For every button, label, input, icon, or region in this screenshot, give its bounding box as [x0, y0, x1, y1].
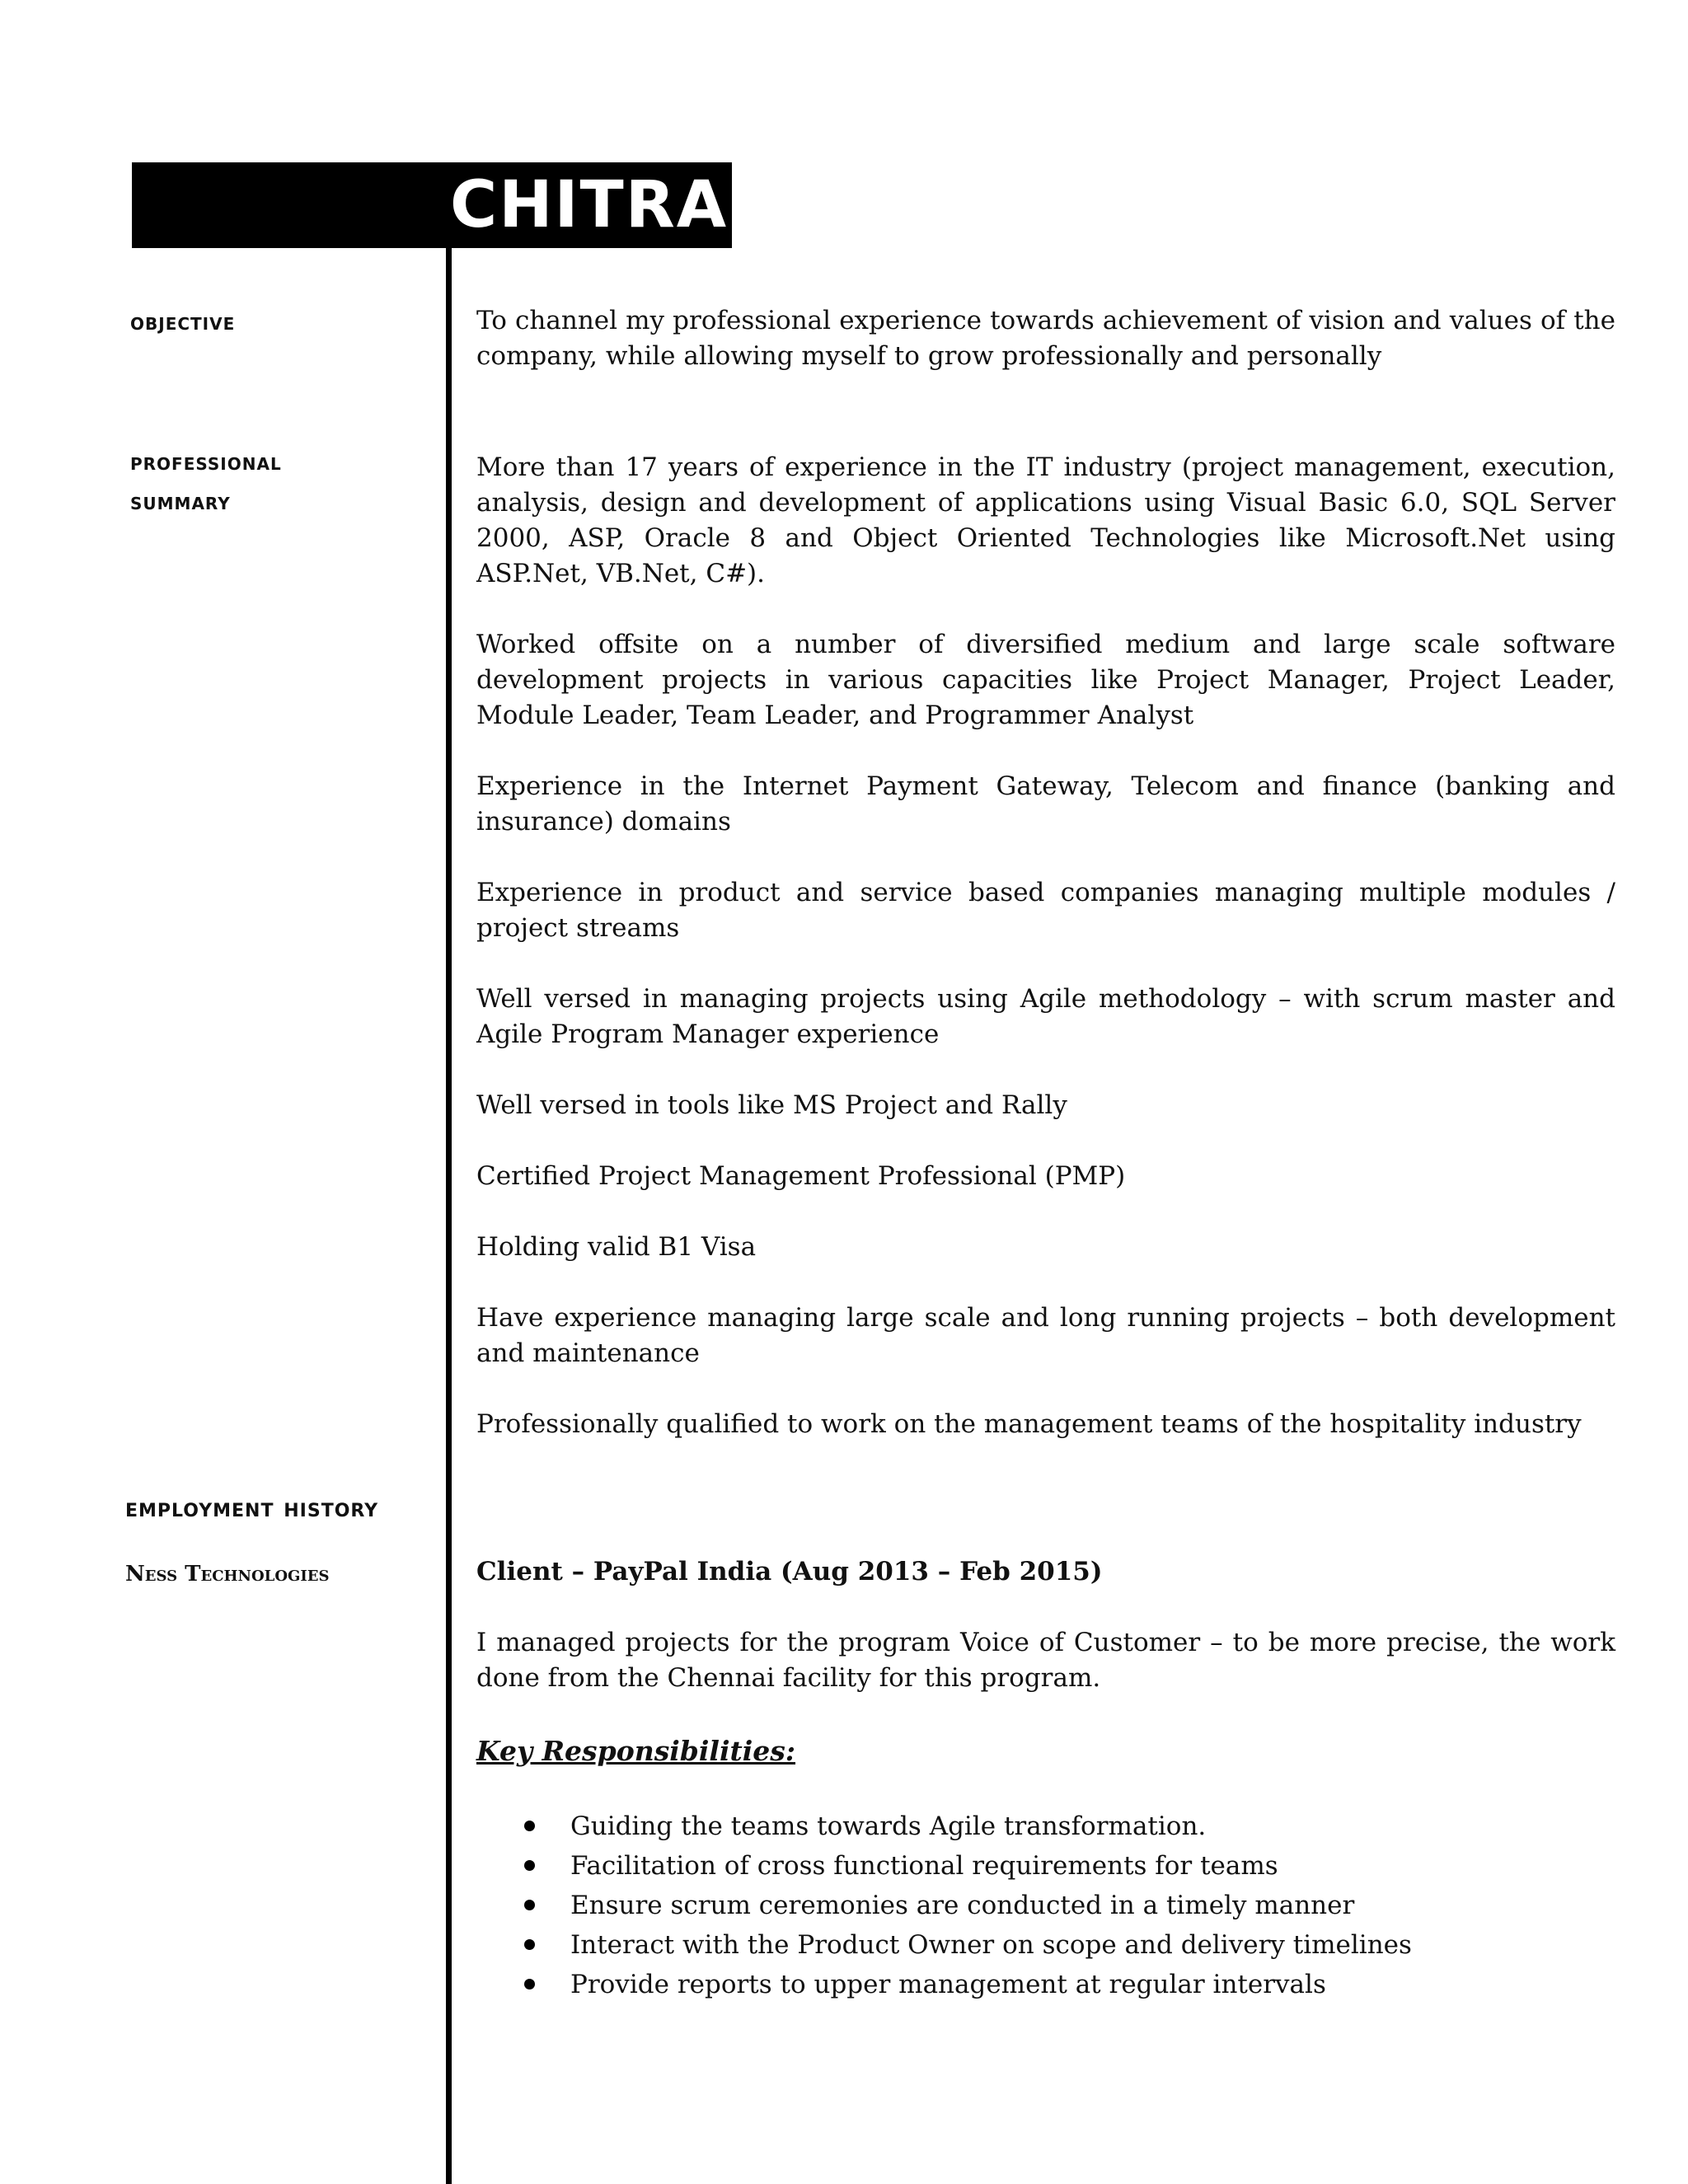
employment-paragraph: I managed projects for the program Voice of Customer – to be more precise, the work done from the Chennai facility for this program. [476, 1628, 1615, 1693]
client-title: Client – PayPal India (Aug 2013 – Feb 2015) [476, 1557, 1103, 1586]
list-item [476, 1886, 1615, 1925]
objective-text [476, 303, 1615, 374]
summary-paragraph: Experience in the Internet Payment Gateway, Telecom and finance (banking and insurance) domains [476, 771, 1615, 837]
bullet-icon [524, 1979, 535, 1990]
vertical-divider [446, 247, 452, 2184]
list-item [476, 1925, 1615, 1965]
summary-heading-line2: summary [130, 487, 231, 515]
list-item [476, 1846, 1615, 1886]
responsibilities-list [476, 1807, 1615, 2004]
summary-paragraph: Have experience managing large scale and long running projects – both development and maintenance [476, 1303, 1615, 1368]
key-responsibilities-heading: Key Responsibilities: [476, 1735, 796, 1767]
bullet-icon [524, 1860, 535, 1871]
list-item-text: Facilitation of cross functional requirements for teams [570, 1851, 1278, 1881]
list-item-text: Ensure scrum ceremonies are conducted in a timely manner [570, 1891, 1355, 1920]
summary-paragraph: Professionally qualified to work on the management teams of the hospitality industry [476, 1409, 1582, 1439]
bullet-icon [524, 1821, 535, 1831]
list-item-text: Provide reports to upper management at regular intervals [570, 1970, 1326, 1999]
summary-paragraph: Certified Project Management Professional (PMP) [476, 1161, 1126, 1191]
bullet-icon [524, 1939, 535, 1950]
employment-heading: employment history [125, 1493, 379, 1523]
summary-paragraph: Worked offsite on a number of diversified medium and large scale software development projects in various capacities like Project Manager, Project Leader, Module Leader, Team Leader, and Programmer Analyst [476, 630, 1615, 730]
summary-paragraph: Holding valid B1 Visa [476, 1232, 757, 1262]
bullet-icon [524, 1900, 535, 1910]
summary-heading [130, 442, 282, 521]
objective-paragraph: To channel my professional experience towards achievement of vision and values of the company, while allowing myself to grow professionally and personally [476, 306, 1615, 371]
list-item [476, 1807, 1615, 1846]
employment-description [476, 1625, 1615, 1696]
candidate-name: CHITRA [450, 168, 729, 242]
summary-heading-line1: professional [130, 448, 282, 476]
summary-paragraph: Experience in product and service based companies managing multiple modules / project streams [476, 878, 1615, 943]
company-name: Ness Technologies [125, 1562, 330, 1586]
summary-paragraph: More than 17 years of experience in the IT industry (project management, execution, analysis, design and development of applications using Visual Basic 6.0, SQL Server 2000, ASP, Oracle 8 and Object Oriented Technologies like Microsoft.Net using ASP.Net, VB.Net, C#). [476, 452, 1615, 588]
summary-paragraph: Well versed in tools like MS Project and Rally [476, 1090, 1067, 1120]
summary-paragraph: Well versed in managing projects using Agile methodology – with scrum master and Agile Program Manager experience [476, 984, 1615, 1049]
list-item-text: Interact with the Product Owner on scope and delivery timelines [570, 1930, 1412, 1960]
list-item-text: Guiding the teams towards Agile transformation. [570, 1811, 1207, 1841]
list-item [476, 1965, 1615, 2004]
summary-text [476, 450, 1615, 1442]
objective-heading: objective [130, 307, 236, 335]
